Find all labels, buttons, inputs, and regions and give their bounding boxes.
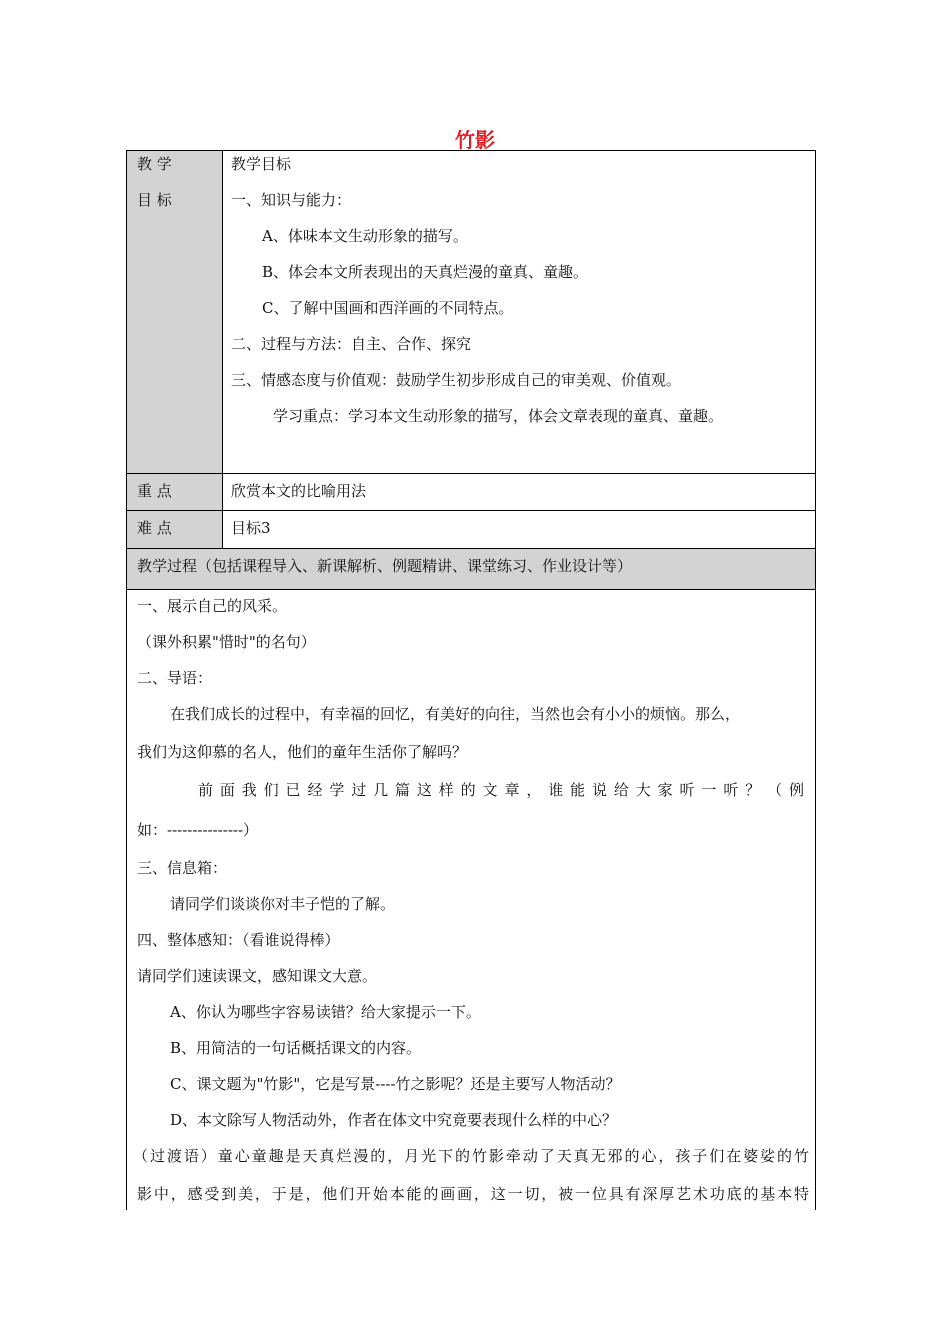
section2-paragraph1-line1: 在我们成长的过程中，有幸福的回忆，有美好的向往，当然也会有小小的烦恼。那么，: [170, 705, 741, 723]
transition-line1: （过渡语）童心童趣是天真烂漫的，月光下的竹影牵动了天真无邪的心，孩子们在婆娑的竹: [133, 1147, 809, 1165]
section4-heading: 四、整体感知：（看谁说得棒）: [137, 931, 340, 949]
section2-heading: 二、导语：: [137, 669, 213, 687]
section4-intro: 请同学们速读课文，感知课文大意。: [137, 967, 378, 985]
document-title: 竹影: [455, 128, 495, 152]
row-divider: [127, 548, 815, 549]
difficulty-label: 难 点: [137, 519, 172, 537]
row-divider: [127, 473, 815, 474]
key-point-value: 欣赏本文的比喻用法: [231, 482, 367, 500]
process-header: 教学过程（包括课程导入、新课解析、例题精讲、课堂练习、作业设计等）: [137, 557, 633, 575]
objectives-heading: 教学目标: [231, 155, 292, 173]
section4-question-c: C、课文题为"竹影"，它是写景----竹之影呢？还是主要写人物活动？: [170, 1075, 621, 1093]
row-divider: [127, 589, 815, 590]
section3-heading: 三、信息箱：: [137, 859, 228, 877]
section4-question-a: A、你认为哪些字容易读错？给大家提示一下。: [170, 1003, 481, 1021]
section2-paragraph2-line2: 如：---------------）: [137, 821, 259, 839]
row-divider: [127, 510, 815, 511]
difficulty-value: 目标3: [231, 519, 271, 537]
section2-paragraph2-line1: 前面我们已经学过几篇这样的文章，谁能说给大家听一听？（例: [198, 781, 804, 799]
section4-question-b: B、用简洁的一句话概括课文的内容。: [170, 1039, 422, 1057]
attitude: 三、情感态度与价值观：鼓励学生初步形成自己的审美观、价值观。: [231, 371, 682, 389]
section1-heading: 一、展示自己的风采。: [137, 597, 288, 615]
section2-paragraph1-line2: 我们为这仰慕的名人，他们的童年生活你了解吗？: [137, 743, 468, 761]
knowledge-heading: 一、知识与能力：: [231, 191, 352, 209]
objective-item-a: A、体味本文生动形象的描写。: [262, 227, 468, 245]
process-method: 二、过程与方法：自主、合作、探究: [231, 335, 472, 353]
section4-question-d: D、本文除写人物活动外，作者在体文中究竟要表现什么样的中心？: [170, 1111, 618, 1129]
objectives-label-line2: 目 标: [137, 191, 172, 209]
key-point-label: 重 点: [137, 482, 172, 500]
column-divider: [222, 151, 223, 549]
transition-line2: 影中，感受到美，于是，他们开始本能的画画，这一切，被一位具有深厚艺术功底的基本特: [137, 1185, 809, 1203]
section1-note: （课外积累"惜时"的名句）: [137, 633, 316, 651]
key-learning: 学习重点：学习本文生动形象的描写，体会文章表现的童真、童趣。: [273, 407, 724, 425]
lesson-plan-table: [126, 150, 816, 1210]
objective-item-c: C、了解中国画和西洋画的不同特点。: [262, 299, 514, 317]
objectives-label-line1: 教 学: [137, 155, 172, 173]
section3-text: 请同学们谈谈你对丰子恺的了解。: [170, 895, 396, 913]
objective-item-b: B、体会本文所表现出的天真烂漫的童真、童趣。: [262, 263, 589, 281]
